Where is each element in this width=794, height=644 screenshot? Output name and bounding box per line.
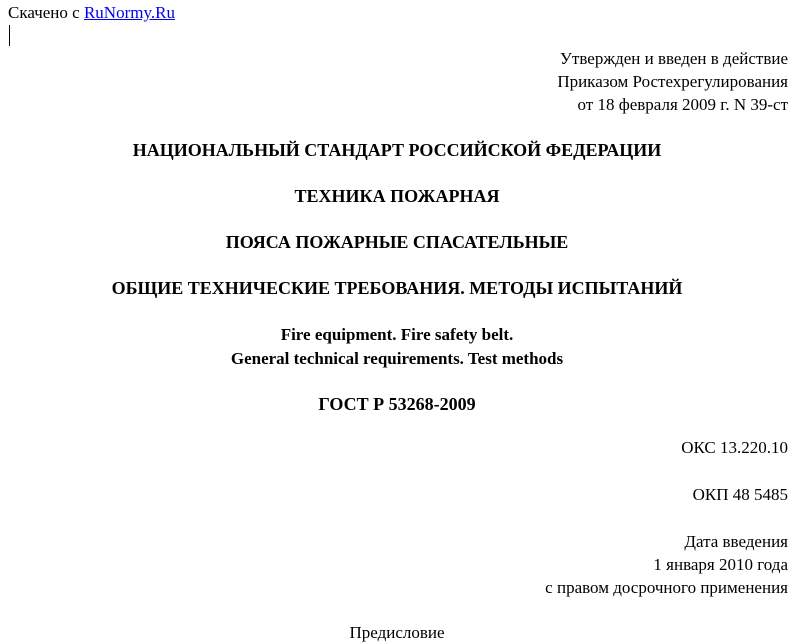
source-line	[8, 2, 175, 24]
source-prefix: Скачено с	[8, 3, 80, 22]
introduction-line-1: Дата введения	[684, 532, 788, 551]
english-title-line-1: Fire equipment. Fire safety belt.	[280, 325, 514, 344]
subject-title: ТЕХНИКА ПОЖАРНАЯ	[294, 186, 500, 206]
source-link[interactable]: RuNormy.Ru	[83, 3, 175, 22]
gost-number: ГОСТ Р 53268-2009	[318, 394, 476, 414]
product-title: ПОЯСА ПОЖАРНЫЕ СПАСАТЕЛЬНЫЕ	[225, 232, 569, 252]
scope-title: ОБЩИЕ ТЕХНИЧЕСКИЕ ТРЕБОВАНИЯ. МЕТОДЫ ИСПЫТАНИЙ	[111, 278, 683, 298]
approval-line-2: Приказом Ростехрегулирования	[557, 72, 788, 91]
approval-line-1: Утвержден и введен в действие	[559, 49, 788, 68]
standard-title: НАЦИОНАЛЬНЫЙ СТАНДАРТ РОССИЙСКОЙ ФЕДЕРАЦИИ	[132, 140, 662, 160]
english-title	[0, 323, 794, 371]
text-cursor	[9, 25, 10, 46]
approval-block	[557, 47, 788, 116]
english-title-line-2: General technical requirements. Test methods	[230, 349, 564, 368]
introduction-block	[545, 530, 788, 599]
okp-code: ОКП 48 5485	[692, 485, 788, 504]
preface-heading: Предисловие	[349, 623, 445, 642]
oks-code: ОКС 13.220.10	[681, 438, 788, 457]
approval-line-3: от 18 февраля 2009 г. N 39-ст	[577, 95, 788, 114]
introduction-line-3: с правом досрочного применения	[545, 578, 788, 597]
introduction-line-2: 1 января 2010 года	[653, 555, 788, 574]
